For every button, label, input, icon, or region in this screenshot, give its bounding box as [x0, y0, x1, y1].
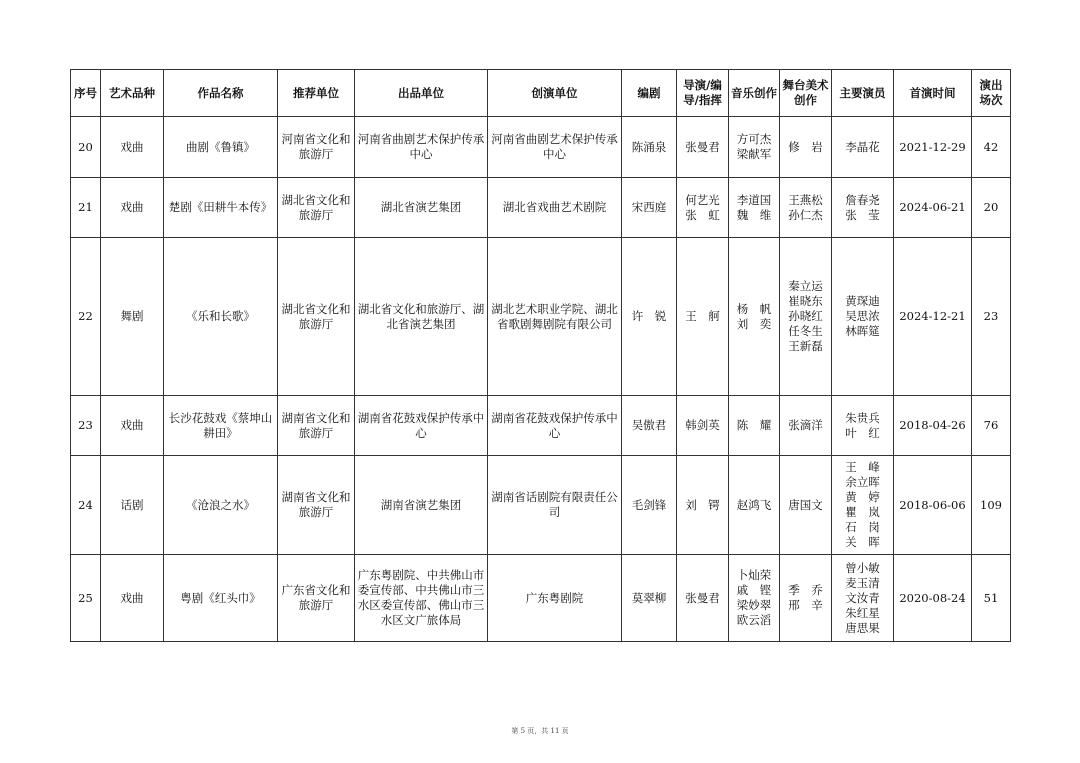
cell-show-count: 109 [972, 456, 1011, 555]
cell-show-count: 51 [972, 555, 1011, 642]
table-row [71, 178, 1011, 238]
header-shows: 演出场次 [972, 70, 1011, 117]
cell-work-title: 曲剧《鲁镇》 [164, 117, 278, 178]
cell-writer: 莫翠柳 [622, 555, 677, 642]
cell-writer: 吴傲君 [622, 396, 677, 456]
cell-work-title: 《沧浪之水》 [164, 456, 278, 555]
header-music: 音乐创作 [729, 70, 780, 117]
cell-creator: 广东粤剧院 [488, 555, 622, 642]
cell-actors: 曾小敏 麦玉清 文汝青 朱红星 唐思果 [832, 555, 894, 642]
cell-show-count: 20 [972, 178, 1011, 238]
cell-creator: 河南省曲剧艺术保护传承中心 [488, 117, 622, 178]
cell-producer: 湖南省花鼓戏保护传承中心 [355, 396, 488, 456]
cell-row-number: 25 [71, 555, 101, 642]
cell-producer: 广东粤剧院、中共佛山市委宣传部、中共佛山市三水区委宣传部、佛山市三水区文广旅体局 [355, 555, 488, 642]
header-stage: 舞台美术创作 [780, 70, 832, 117]
cell-music: 杨 帆 刘 奕 [729, 238, 780, 396]
cell-premiere-date: 2018-06-06 [894, 456, 972, 555]
cell-work-title: 《乐和长歌》 [164, 238, 278, 396]
cell-category: 戏曲 [101, 178, 164, 238]
cell-music: 李道国 魏 维 [729, 178, 780, 238]
cell-work-title: 楚剧《田耕牛本传》 [164, 178, 278, 238]
header-category: 艺术品种 [101, 70, 164, 117]
cell-premiere-date: 2020-08-24 [894, 555, 972, 642]
header-no: 序号 [71, 70, 101, 117]
cell-recommender: 湖北省文化和旅游厅 [278, 238, 355, 396]
cell-music: 陈 耀 [729, 396, 780, 456]
cell-premiere-date: 2021-12-29 [894, 117, 972, 178]
header-row [71, 70, 1011, 117]
cell-show-count: 23 [972, 238, 1011, 396]
page-footer: 第 5 页，共 11 页 [511, 727, 569, 735]
cell-creator: 湖南省花鼓戏保护传承中心 [488, 396, 622, 456]
cell-creator: 湖北艺术职业学院、湖北省歌剧舞剧院有限公司 [488, 238, 622, 396]
header-writer: 编剧 [622, 70, 677, 117]
cell-row-number: 23 [71, 396, 101, 456]
cell-category: 戏曲 [101, 117, 164, 178]
cell-music: 赵鸿飞 [729, 456, 780, 555]
cell-creator: 湖南省话剧院有限责任公司 [488, 456, 622, 555]
cell-stage-design: 王燕松 孙仁杰 [780, 178, 832, 238]
table-row [71, 396, 1011, 456]
cell-recommender: 湖南省文化和旅游厅 [278, 396, 355, 456]
cell-row-number: 22 [71, 238, 101, 396]
cell-stage-design: 秦立运 崔晓东 孙晓红 任冬生 王新磊 [780, 238, 832, 396]
cell-work-title: 粤剧《红头巾》 [164, 555, 278, 642]
cell-writer: 陈涌泉 [622, 117, 677, 178]
cell-stage-design: 唐国文 [780, 456, 832, 555]
cell-music: 卜灿荣 戚 铿 梁妙翠 欧云滔 [729, 555, 780, 642]
cell-show-count: 76 [972, 396, 1011, 456]
cell-stage-design: 修 岩 [780, 117, 832, 178]
cell-premiere-date: 2018-04-26 [894, 396, 972, 456]
header-creator: 创演单位 [488, 70, 622, 117]
cell-producer: 河南省曲剧艺术保护传承中心 [355, 117, 488, 178]
cell-director: 张曼君 [677, 555, 729, 642]
cell-actors: 李晶花 [832, 117, 894, 178]
cell-director: 何艺光 张 虹 [677, 178, 729, 238]
data-table [70, 69, 1011, 642]
cell-actors: 王 峰 余立晖 黄 婷 瞿 岚 石 岗 关 晖 [832, 456, 894, 555]
header-premiere: 首演时间 [894, 70, 972, 117]
cell-stage-design: 季 乔 邢 辛 [780, 555, 832, 642]
cell-work-title: 长沙花鼓戏《蔡坤山耕田》 [164, 396, 278, 456]
cell-premiere-date: 2024-06-21 [894, 178, 972, 238]
cell-actors: 詹春尧 张 莹 [832, 178, 894, 238]
cell-row-number: 21 [71, 178, 101, 238]
cell-category: 话剧 [101, 456, 164, 555]
cell-row-number: 24 [71, 456, 101, 555]
header-recommender: 推荐单位 [278, 70, 355, 117]
header-director: 导演/编导/指挥 [677, 70, 729, 117]
cell-writer: 宋西庭 [622, 178, 677, 238]
cell-director: 韩剑英 [677, 396, 729, 456]
cell-writer: 毛剑锋 [622, 456, 677, 555]
table-row [71, 117, 1011, 178]
cell-producer: 湖南省演艺集团 [355, 456, 488, 555]
cell-producer: 湖北省演艺集团 [355, 178, 488, 238]
table-row [71, 456, 1011, 555]
cell-creator: 湖北省戏曲艺术剧院 [488, 178, 622, 238]
cell-director: 刘 锷 [677, 456, 729, 555]
table-row [71, 555, 1011, 642]
cell-row-number: 20 [71, 117, 101, 178]
header-actors: 主要演员 [832, 70, 894, 117]
cell-category: 舞剧 [101, 238, 164, 396]
cell-recommender: 湖北省文化和旅游厅 [278, 178, 355, 238]
cell-actors: 朱贵兵 叶 红 [832, 396, 894, 456]
cell-premiere-date: 2024-12-21 [894, 238, 972, 396]
header-producer: 出品单位 [355, 70, 488, 117]
cell-stage-design: 张滴洋 [780, 396, 832, 456]
cell-director: 王 舸 [677, 238, 729, 396]
cell-category: 戏曲 [101, 555, 164, 642]
cell-recommender: 湖南省文化和旅游厅 [278, 456, 355, 555]
cell-category: 戏曲 [101, 396, 164, 456]
cell-writer: 许 锐 [622, 238, 677, 396]
cell-recommender: 广东省文化和旅游厅 [278, 555, 355, 642]
cell-show-count: 42 [972, 117, 1011, 178]
table-row [71, 238, 1011, 396]
cell-music: 方可杰 梁献军 [729, 117, 780, 178]
cell-director: 张曼君 [677, 117, 729, 178]
header-work: 作品名称 [164, 70, 278, 117]
cell-producer: 湖北省文化和旅游厅、湖北省演艺集团 [355, 238, 488, 396]
cell-actors: 黄琛迪 吴思浓 林晖筵 [832, 238, 894, 396]
cell-recommender: 河南省文化和旅游厅 [278, 117, 355, 178]
